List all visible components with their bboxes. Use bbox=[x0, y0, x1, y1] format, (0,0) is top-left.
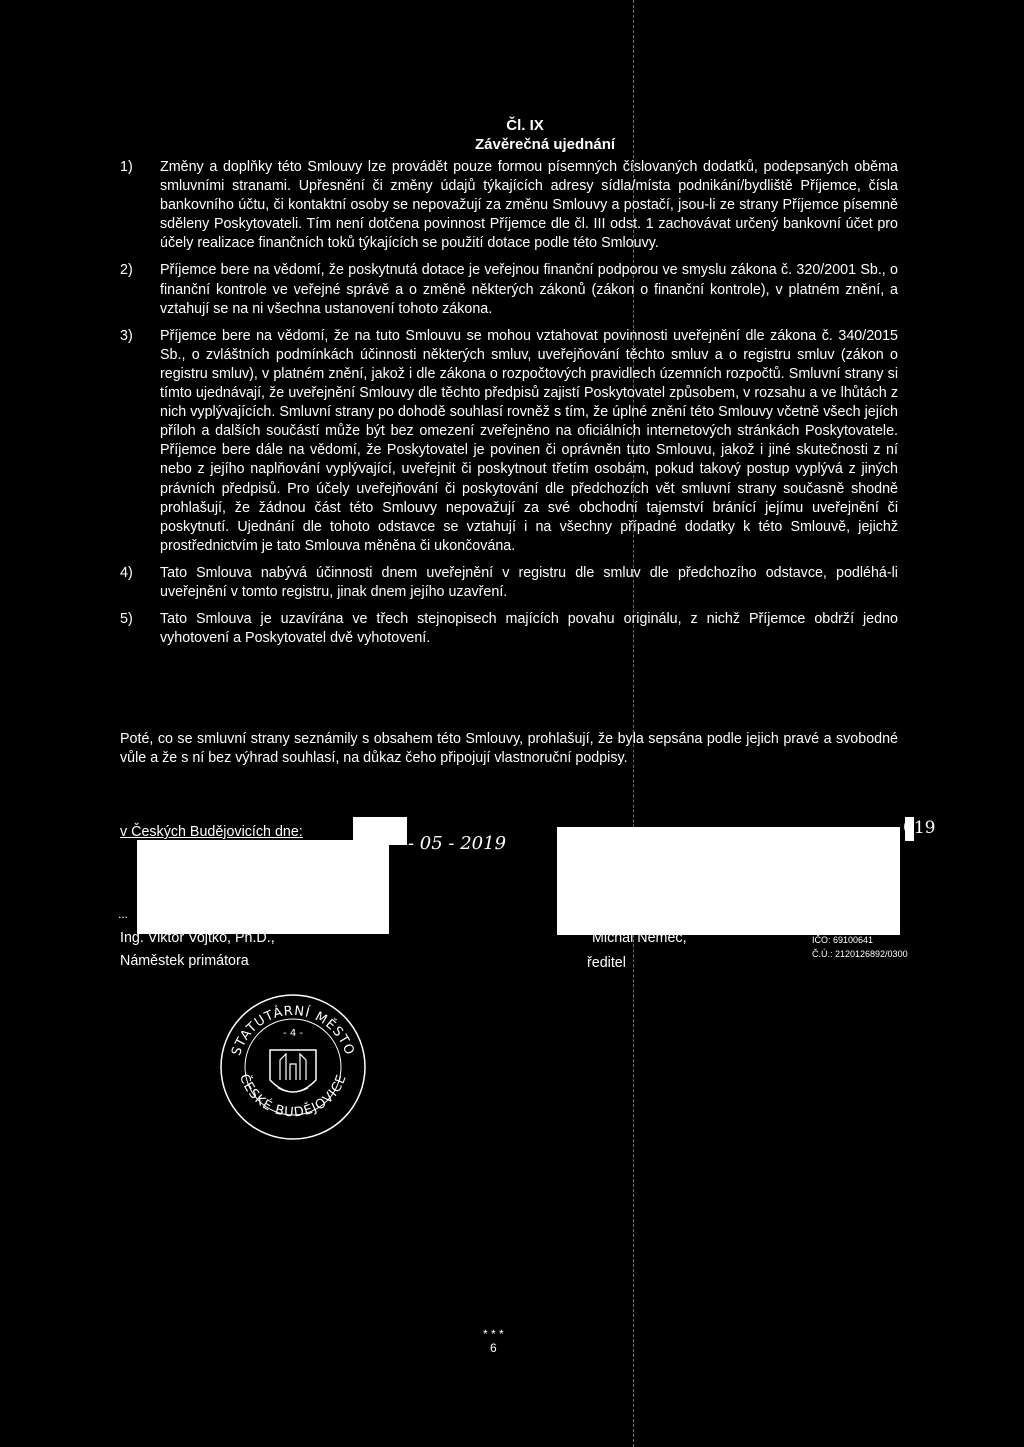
provision-item bbox=[120, 610, 898, 648]
seal-top-text: STATUTÁRNÍ MĚSTO bbox=[229, 1003, 357, 1058]
provision-text: Tato Smlouva nabývá účinnosti dnem uveřejnění v registru dle smluv dle předchozího odstavce, podléhá-li uveřejnění v tomto registru, jinak dnem jejího uzavření. bbox=[160, 564, 898, 600]
city-seal-icon bbox=[218, 992, 368, 1142]
provision-item bbox=[120, 158, 898, 253]
provision-number: 3) bbox=[120, 327, 133, 344]
provisions-list bbox=[120, 158, 898, 656]
seal-bottom-text: ČESKÉ BUDĚJOVICE bbox=[236, 1072, 350, 1121]
signing-place: v Českých Budějovicích dne: bbox=[120, 824, 303, 840]
provision-text: Příjemce bere na vědomí, že poskytnutá dotace je veřejnou finanční podporou ve smyslu zákona č. 320/2001 Sb., o finanční kontrole ve veřejné správě a o změně některých zákonů (zákon o finanční kontrole), v platném znění, a vztahují se na ni všechna ustanovení tohoto zákona. bbox=[160, 262, 898, 317]
provision-number: 2) bbox=[120, 262, 133, 279]
signature-dots: ... bbox=[118, 907, 129, 921]
signatory-role-left: Náměstek primátora bbox=[120, 953, 249, 969]
closing-statement: Poté, co se smluvní strany seznámily s obsahem této Smlouvy, prohlašují, že byla sepsána podle jejich pravé a svobodné vůle a že s ní bez výhrad souhlasí, na důkaz čeho připojují vlastnoruční podpisy. bbox=[120, 731, 898, 767]
signing-date-right: 019 bbox=[903, 818, 936, 838]
signatory-name-left: Ing. Viktor Vojtko, Ph.D., bbox=[120, 930, 275, 946]
provision-text: Příjemce bere na vědomí, že na tuto Smlouvu se mohou vztahovat povinnosti uveřejnění dle zákona č. 340/2015 Sb., o zvláštních podmínkách účinnosti některých smluv, uveřejňování těchto smluv a o registru smluv (zákon o registru smluv), v platném znění, jakož i dle zákona o rozpočtových pravidlech územních rozpočtů. Smluvní strany si tímto ujednávají, že uveřejnění Smlouvy dle těchto předpisů zajistí Poskytovatel způsobem, v rozsahu a ve lhůtách z nich vyplývajících. Smluvní strany po dohodě souhlasí rovněž s tím, že úplné znění této Smlouvy včetně všech jejích příloh a dalších součástí může být bez omezení zveřejněno na oficiálních internetových stránkách Poskytovatele. Příjemce bere dále na vědomí, že Poskytovatel je povinen či oprávněn tuto Smlouvu, jakož i jiné skutečnosti z ní nebo z jejího naplňování vyplývající, uveřejnit či poskytnout třetím osobám, pokud takový postup vyplývá z jiných právních předpisů. Pro účely uveřejňování či poskytování dle předchozích vět smluvní strany současně shodně prohlašují, že žádnou část této Smlouvy nepovažují za své obchodní tajemství bránící jejímu uveřejnění či poskytnutí. Ujednání dle tohoto odstavce se vztahují i na všechny případné dodatky k této Smlouvě, jejichž prostřednictvím je tato Smlouva měněna či ukončována. bbox=[160, 327, 898, 554]
provision-item bbox=[120, 261, 898, 318]
page-mark-dots: * * * bbox=[483, 1327, 504, 1341]
article-title: Závěrečná ujednání bbox=[474, 136, 616, 153]
company-stamp bbox=[812, 919, 908, 961]
provision-number: 5) bbox=[120, 611, 133, 628]
provision-item bbox=[120, 564, 898, 602]
redaction-box bbox=[137, 840, 389, 934]
stamp-line: Č.Ú.: 2120126892/0300 bbox=[812, 949, 908, 959]
provision-text: Tato Smlouva je uzavírána ve třech stejnopisech majících povahu originálu, z nichž Příjemce obdrží jedno vyhotovení a Poskytovatel dvě vyhotovení. bbox=[160, 611, 898, 647]
svg-text:ČESKÉ BUDĚJOVICE bbox=[236, 1072, 350, 1121]
article-number: Čl. IX bbox=[506, 117, 544, 134]
seal-number: - 4 - bbox=[283, 1028, 303, 1039]
stamp-line: IČO: 69100641 bbox=[812, 935, 874, 945]
provision-number: 1) bbox=[120, 159, 133, 175]
signing-date-left: - 05 - 2019 bbox=[408, 833, 507, 854]
page-mark bbox=[483, 1327, 504, 1355]
signatory-name-right: Michal Němec, bbox=[592, 930, 687, 946]
redaction-box bbox=[353, 817, 407, 845]
provision-number: 4) bbox=[120, 564, 133, 581]
provision-item bbox=[120, 327, 898, 556]
provision-text: Změny a doplňky této Smlouvy lze provádět pouze formou písemných číslovaných dodatků, podepsaných oběma smluvními stranami. Upřesnění či změny údajů týkajících adresy sídla/místa podnikání/bydliště Příjemce, čísla bankovního účtu, či kontaktní osoby se nepovažují za změnu Smlouvy a postačí, jsou-li ze strany Příjemce písemně sděleny Poskytovateli. Tím není dotčena povinnost Příjemce dle čl. III odst. 1 zachovávat určený bankovní účet pro účely realizace finančních toků týkajících se použití dotace podle této Smlouvy. bbox=[160, 159, 898, 252]
stamp-line: 356 01 Strakonice bbox=[812, 921, 885, 931]
signatory-role-right: ředitel bbox=[587, 955, 626, 971]
page-number: 6 bbox=[490, 1341, 497, 1355]
